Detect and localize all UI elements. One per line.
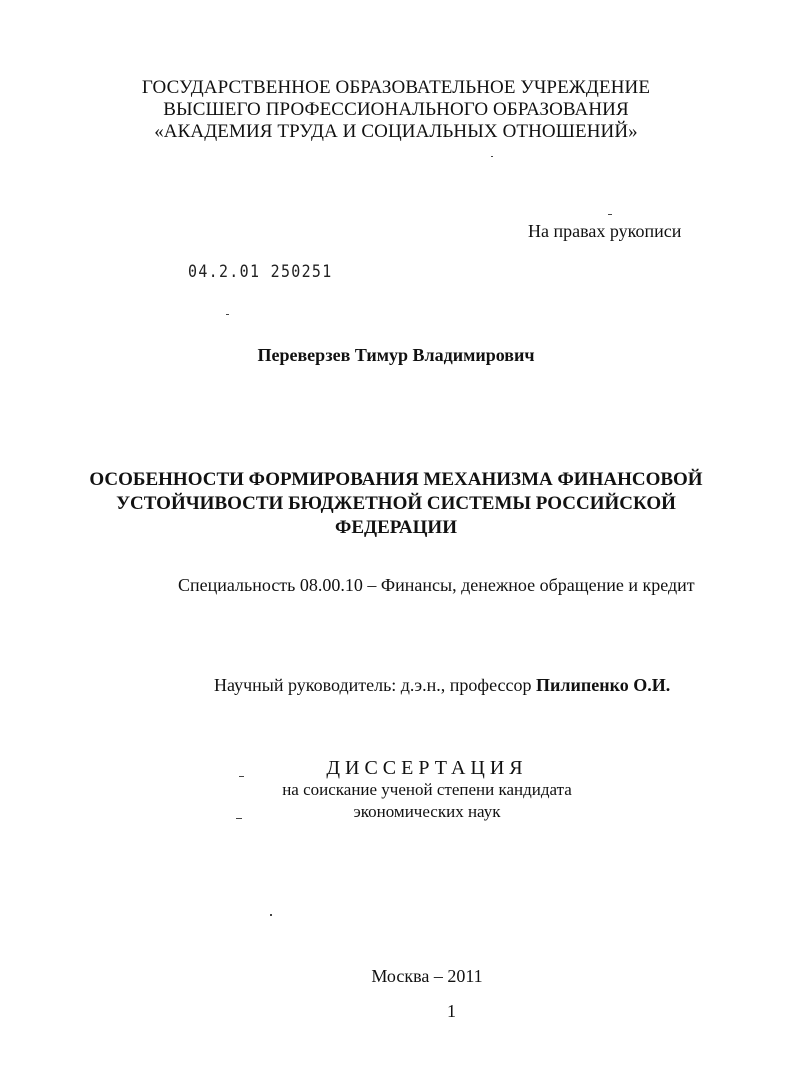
title-line-1: ОСОБЕННОСТИ ФОРМИРОВАНИЯ МЕХАНИЗМА ФИНАНСОВОЙ (89, 469, 703, 490)
advisor-name: Пилипенко О.И. (536, 675, 671, 695)
registration-stamp: 04.2.01 250251 (188, 262, 333, 282)
institution-line-3: «АКАДЕМИЯ ТРУДА И СОЦИАЛЬНЫХ ОТНОШЕНИЙ» (154, 121, 638, 142)
scan-speck (226, 314, 229, 315)
institution-line-2: ВЫСШЕГО ПРОФЕССИОНАЛЬНОГО ОБРАЗОВАНИЯ (163, 99, 629, 120)
author-name: Переверзев Тимур Владимирович (257, 345, 535, 365)
scan-speck (270, 914, 272, 916)
advisor-prefix: Научный руководитель: д.э.н., профессор (214, 675, 537, 695)
scan-speck (491, 156, 493, 157)
title-line-3: ФЕДЕРАЦИИ (335, 517, 457, 538)
scan-speck (608, 214, 612, 215)
dissertation-line-2: экономических наук (353, 802, 501, 821)
institution-line-1: ГОСУДАРСТВЕННОЕ ОБРАЗОВАТЕЛЬНОЕ УЧРЕЖДЕНИЕ (141, 77, 651, 98)
dissertation-line-1: на соискание ученой степени кандидата (282, 780, 572, 799)
scan-speck (239, 776, 244, 777)
title-line-2: УСТОЙЧИВОСТИ БЮДЖЕТНОЙ СИСТЕМЫ РОССИЙСКОЙ (116, 493, 676, 514)
manuscript-note: На правах рукописи (528, 221, 682, 241)
dissertation-heading: ДИССЕРТАЦИЯ (326, 757, 528, 779)
city-year: Москва – 2011 (371, 966, 483, 986)
page-number: 1 (447, 1001, 456, 1021)
advisor-line (214, 675, 670, 696)
specialty-line: Специальность 08.00.10 – Финансы, денежное обращение и кредит (178, 575, 695, 595)
scan-speck (236, 818, 242, 819)
